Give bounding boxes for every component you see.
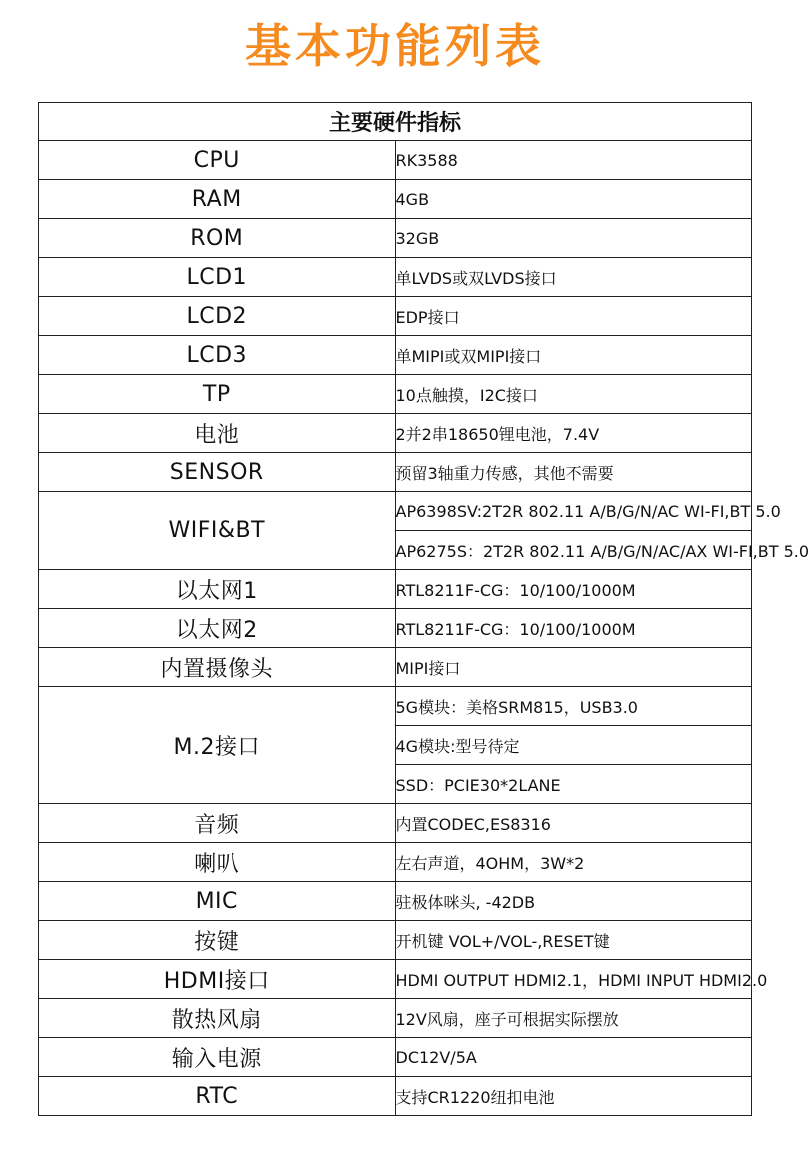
spec-value: AP6398SV:2T2R 802.11 A/B/G/N/AC WI-FI,BT 5.0 [395, 492, 752, 531]
table-row [39, 882, 752, 921]
spec-label: RAM [39, 180, 396, 219]
spec-label: LCD3 [39, 336, 396, 375]
spec-value: AP6275S：2T2R 802.11 A/B/G/N/AC/AX WI-FI,BT 5.0 [395, 531, 752, 570]
spec-label: 音频 [39, 804, 396, 843]
spec-value: 内置CODEC,ES8316 [395, 804, 752, 843]
spec-value: 左右声道，4OHM，3W*2 [395, 843, 752, 882]
table-row [39, 609, 752, 648]
table-row [39, 804, 752, 843]
table-row [39, 687, 752, 726]
spec-label: CPU [39, 141, 396, 180]
spec-value: 5G模块：美格SRM815，USB3.0 [395, 687, 752, 726]
spec-label: TP [39, 375, 396, 414]
spec-value: 单MIPI或双MIPI接口 [395, 336, 752, 375]
spec-label: M.2接口 [39, 687, 396, 804]
table-row [39, 1077, 752, 1116]
table-header-row [39, 103, 752, 141]
spec-label: 散热风扇 [39, 999, 396, 1038]
spec-label: 电池 [39, 414, 396, 453]
spec-label: 按键 [39, 921, 396, 960]
table-row [39, 570, 752, 609]
spec-label: ROM [39, 219, 396, 258]
hardware-spec-table [38, 102, 809, 1116]
spec-label: 输入电源 [39, 1038, 396, 1077]
spec-value: SSD：PCIE30*2LANE [395, 765, 752, 804]
table-row [39, 1038, 752, 1077]
table-row [39, 648, 752, 687]
spec-value: 4G模块:型号待定 [395, 726, 752, 765]
table-row [39, 258, 752, 297]
spec-value: 32GB [395, 219, 752, 258]
spec-value: 开机键 VOL+/VOL-,RESET键 [395, 921, 752, 960]
spec-label: LCD1 [39, 258, 396, 297]
table-row [39, 843, 752, 882]
spec-label: LCD2 [39, 297, 396, 336]
table-body [39, 141, 809, 1116]
spec-value: 单LVDS或双LVDS接口 [395, 258, 752, 297]
spec-label: SENSOR [39, 453, 396, 492]
spec-label: 内置摄像头 [39, 648, 396, 687]
table-row [39, 297, 752, 336]
table-row [39, 960, 752, 999]
spec-value: 预留3轴重力传感，其他不需要 [395, 453, 752, 492]
table-row [39, 180, 752, 219]
table-row [39, 453, 752, 492]
table-row [39, 336, 752, 375]
spec-value: 支持CR1220纽扣电池 [395, 1077, 752, 1116]
table-row [39, 141, 752, 180]
spec-label: HDMI接口 [39, 960, 396, 999]
spec-value: 10点触摸，I2C接口 [395, 375, 752, 414]
spec-value: RTL8211F-CG：10/100/1000M [395, 609, 752, 648]
spec-value: 12V风扇，座子可根据实际摆放 [395, 999, 752, 1038]
spec-value: RTL8211F-CG：10/100/1000M [395, 570, 752, 609]
table-row [39, 999, 752, 1038]
spec-value: 驻极体咪头, -42DB [395, 882, 752, 921]
page-title: 基本功能列表 [245, 19, 545, 73]
table-row [39, 375, 752, 414]
spec-label: 以太网1 [39, 570, 396, 609]
spec-label: WIFI&BT [39, 492, 396, 570]
spec-label: RTC [39, 1077, 396, 1116]
table-row [39, 414, 752, 453]
table-row [39, 492, 752, 531]
spec-value: 4GB [395, 180, 752, 219]
table-row [39, 921, 752, 960]
table-row [39, 219, 752, 258]
spec-value: DC12V/5A [395, 1038, 752, 1077]
spec-value: EDP接口 [395, 297, 752, 336]
spec-value: HDMI OUTPUT HDMI2.1，HDMI INPUT HDMI2.0 [395, 960, 752, 999]
spec-label: MIC [39, 882, 396, 921]
table-header: 主要硬件指标 [39, 103, 752, 141]
spec-value: 2并2串18650锂电池，7.4V [395, 414, 752, 453]
spec-value: RK3588 [395, 141, 752, 180]
spec-label: 喇叭 [39, 843, 396, 882]
spec-label: 以太网2 [39, 609, 396, 648]
spec-value: MIPI接口 [395, 648, 752, 687]
